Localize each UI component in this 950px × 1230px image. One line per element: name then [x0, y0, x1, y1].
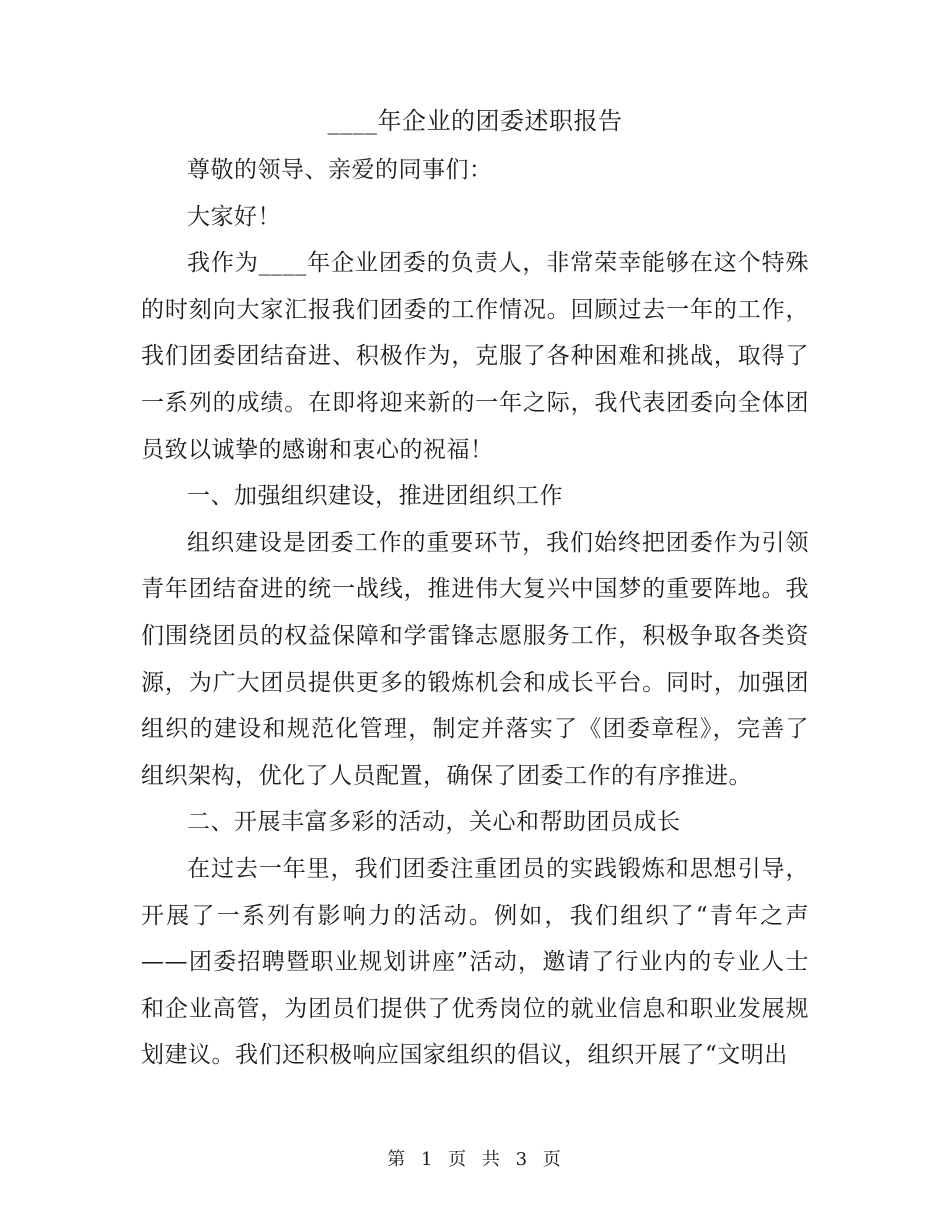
section-heading-2: 二、开展丰富多彩的活动，关心和帮助团员成长: [187, 809, 681, 836]
document-title: ____年企业的团委述职报告: [327, 107, 623, 135]
intro-paragraph: 我作为____年企业团委的负责人，非常荣幸能够在这个特殊的时刻向大家汇报我们团委的工作情况。回顾过去一年的工作，我们团委团结奋进、积极作为，克服了各种困难和挑战，取得了一系列的成绩。在即将迎来新的一年之际，我代表团委向全体团员致以诚挚的感谢和衷心的祝福！: [141, 250, 809, 463]
section-1-paragraph: 组织建设是团委工作的重要环节，我们始终把团委作为引领青年团结奋进的统一战线，推进伟大复兴中国梦的重要阵地。我们围绕团员的权益保障和学雷锋志愿服务工作，积极争取各类资源，为广大团员提供更多的锻炼机会和成长平台。同时，加强团组织的建设和规范化管理，制定并落实了《团委章程》，完善了组织架构，优化了人员配置，确保了团委工作的有序推进。: [141, 529, 809, 789]
section-2-paragraph: 在过去一年里，我们团委注重团员的实践锻炼和思想引导，开展了一系列有影响力的活动。例如，我们组织了“青年之声——团委招聘暨职业规划讲座”活动，邀请了行业内的专业人士和企业高管，为团员们提供了优秀岗位的就业信息和职业发展规划建议。我们还积极响应国家组织的倡议，组织开展了“文明出: [141, 855, 809, 1069]
greeting-paragraph: 大家好！: [187, 203, 281, 230]
document-body: [141, 147, 809, 1079]
salutation-paragraph: 尊敬的领导、亲爱的同事们：: [187, 157, 493, 183]
section-heading-1: 一、加强组织建设，推进团组织工作: [187, 483, 563, 510]
page-number-footer: 第 1 页 共 3 页: [387, 1149, 563, 1170]
